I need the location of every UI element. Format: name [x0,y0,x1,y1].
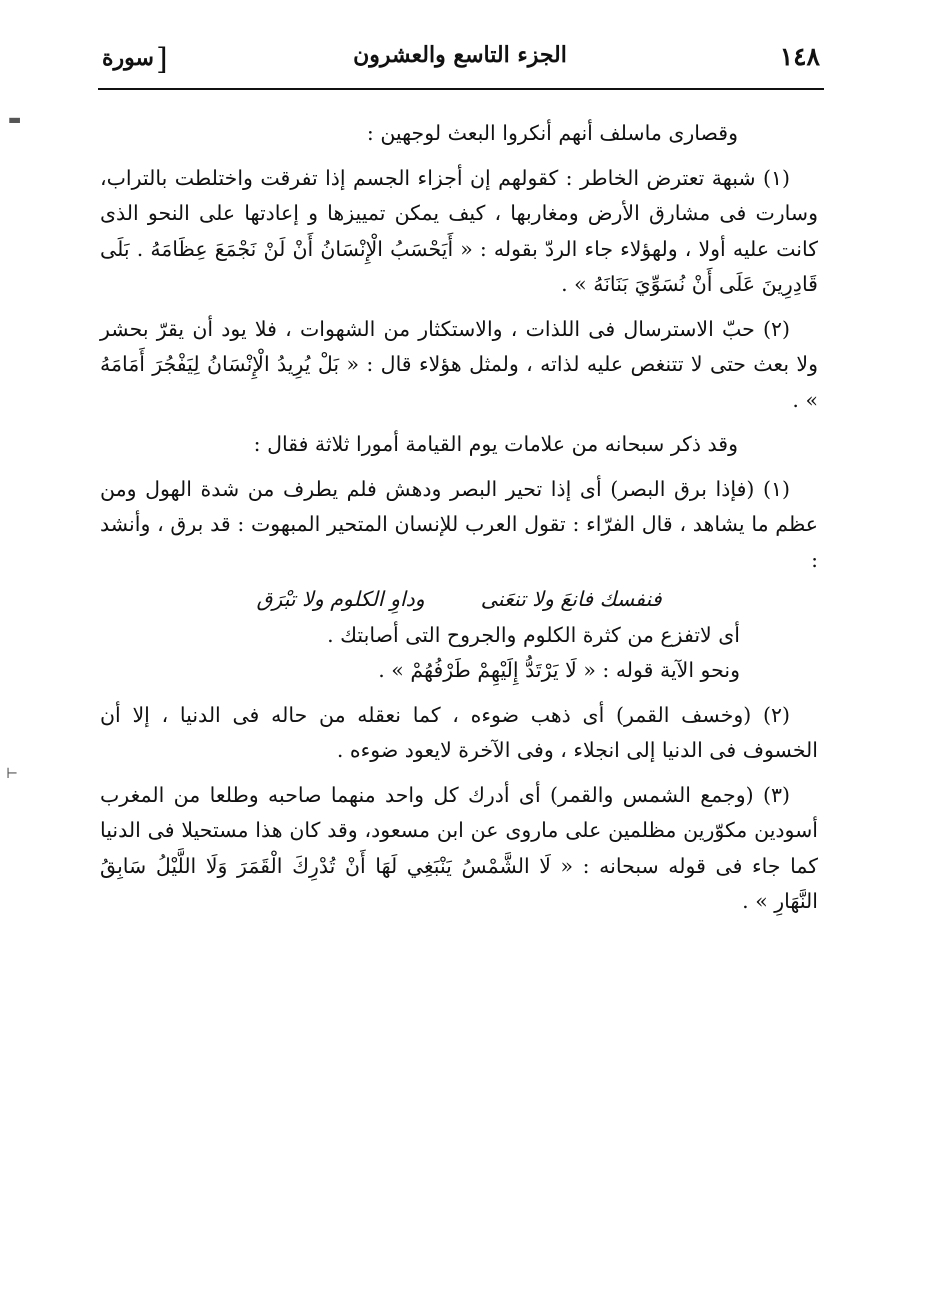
margin-mark: ⊢ [6,766,19,782]
paragraph-1: (١) شبهة تعترض الخاطر : كقولهم إن أجزاء الجسم إذا تفرقت واختلطت بالتراب، وسارت فى مشارق الأرض ومغاربها ، كيف يمكن تمييزها و إعادتها على النحو الذى كانت عليه أولا ، ولهؤلاء جاء الردّ بقوله : « أَيَحْسَبُ الْإِنْسَانُ أَنْ لَنْ نَجْمَعَ عِظَامَهُ . بَلَى قَادِرِينَ عَلَى أَنْ نُسَوِّيَ بَنَانَهُ » . [100,165,818,296]
body-text [100,116,818,920]
header-rule [98,88,824,90]
paragraph-5: أى لاتفزع من كثرة الكلوم والجروح التى أصابتك . [327,622,740,647]
intro-paragraph: وقصارى ماسلف أنهم أنكروا البعث لوجهين : [366,121,738,145]
page-number: ١٤٨ [779,42,820,71]
verse-hemistich-right: فنفسك فانعَ ولا تنعَنى [480,587,662,611]
paragraph-2: (٢) حبّ الاسترسال فى اللذات ، والاستكثار من الشهوات ، فلا يود أن يقرّ بحشر ولا بعث حتى لا تتنغص عليه لذاته ، ولمثل هؤلاء قال : « بَلْ يُرِيدُ الْإِنْسَانُ لِيَفْجُرَ أَمَامَهُ » . [100,316,818,412]
paragraph-8: (٣) (وجمع الشمس والقمر) أى أدرك كل واحد منهما صاحبه وطلعا من المغرب أسودين مكوّرين مظلمين على ماروى عن ابن مسعود، وقد كان هذا مستحيلا فى الدنيا كما جاء فى قوله سبحانه : « لَا الشَّمْسُ يَنْبَغِي لَهَا أَنْ تُدْرِكَ الْقَمَرَ وَلَا اللَّيْلُ سَابِقُ النَّهَارِ » . [100,782,818,913]
verse-hemistich-left: وداوِ الكلوم ولا تبْرَق [256,587,425,611]
part-title: الجزء التاسع والعشرون [353,42,567,68]
page-header [100,40,820,80]
surah-label-wrap [102,42,168,77]
bracket-glyph: [ [155,42,168,77]
paragraph-4: (١) (فإذا برق البصر) أى إذا تحير البصر ودهش فلم يطرف من شدة الهول ومن عظم ما يشاهد ، قال الفرّاء : تقول العرب للإنسان المتحير المبهوت : قد برق ، وأنشد : [100,476,818,572]
surah-label: سورة [102,45,154,71]
paragraph-3: وقد ذكر سبحانه من علامات يوم القيامة أمورا ثلاثة فقال : [253,432,738,456]
paragraph-7: (٢) (وخسف القمر) أى ذهب ضوءه ، كما نعقله من حاله فى الدنيا ، إلا أن الخسوف فى الدنيا إلى انجلاء ، وفى الآخرة لايعود ضوءه . [100,702,818,762]
poetry-verse [100,582,818,618]
margin-mark: ▬ [8,112,22,128]
paragraph-6: ونحو الآية قوله : « لَا يَرْتَدُّ إِلَيْهِمْ طَرْفُهُمْ » . [378,658,740,682]
